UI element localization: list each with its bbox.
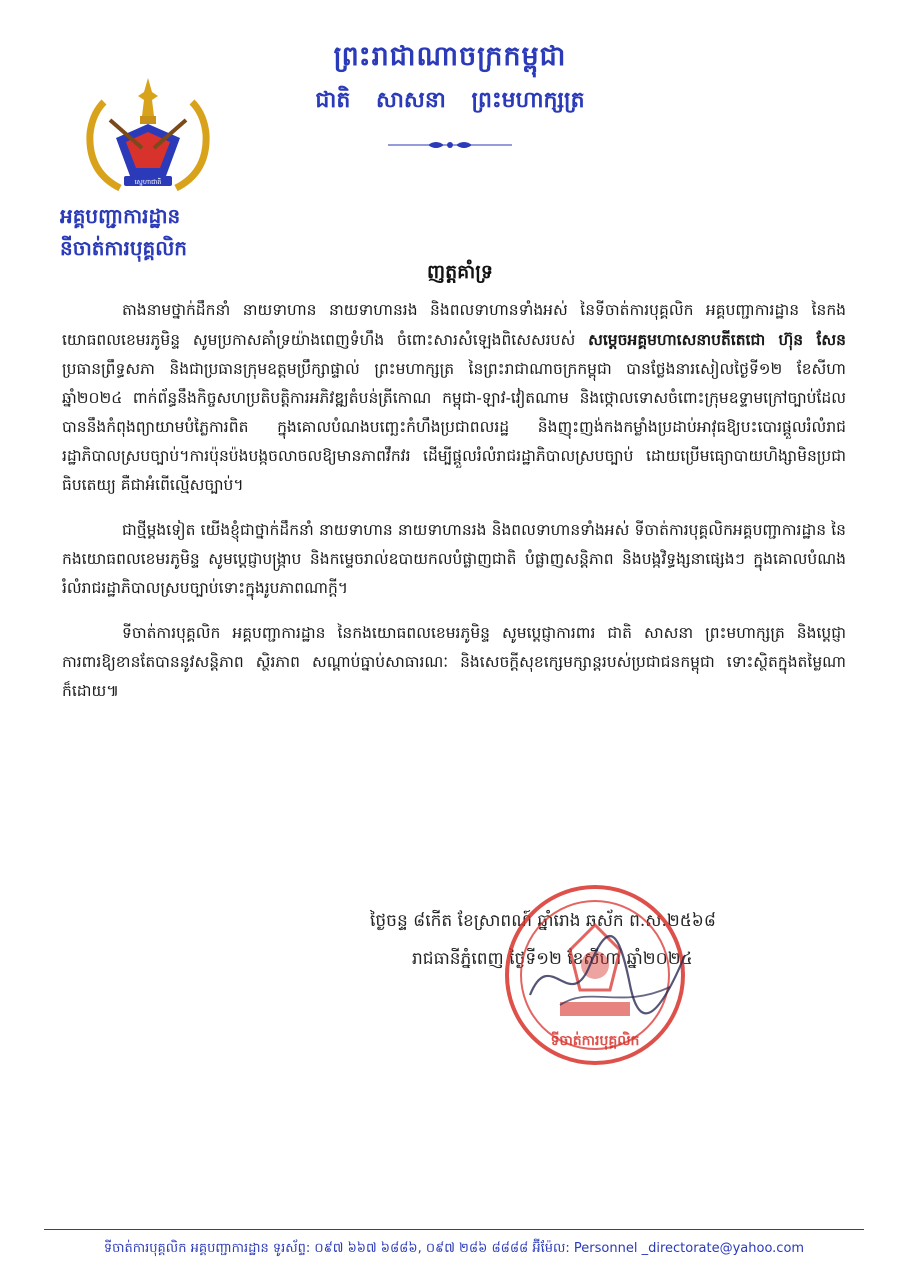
- dateline: [370, 902, 850, 978]
- unit-name: [60, 200, 260, 264]
- kingdom-heading: ព្រះរាជាណាចក្រកម្ពុជា: [333, 41, 567, 72]
- military-emblem-icon: [80, 76, 216, 200]
- date-lunar: ថ្ងៃចន្ទ ៨កើត ខែស្រាពណ៍ ឆ្នាំរោង ឆស័ក ព.ស.២៥៦៨: [370, 911, 716, 931]
- unit-name-line-2: នីចាត់ការបុគ្គលិក: [60, 236, 187, 260]
- date-solar: រាជធានីភ្នំពេញ ថ្ងៃទី១២ ខែសីហា ឆ្នាំ២០២៤: [412, 949, 693, 969]
- paragraph-1: [62, 296, 846, 500]
- footer-divider: [44, 1229, 864, 1230]
- document-title: ញត្តគាំទ្រ: [427, 261, 493, 283]
- paragraph-1-before: តាងនាមថ្នាក់ដឹកនាំ នាយទាហាន នាយទាហានរង និងពលទាហានទាំងអស់ នៃទីចាត់ការបុគ្គលិក អគ្គបញ្ជាការដ្ឋាន នៃកងយោធពលខេមរភូមិន្ទ សូមប្រកាសគាំទ្រយ៉ាងពេញទំហឹង ចំពោះសារសំឡេងពិសេសរបស់: [62, 301, 846, 349]
- unit-name-line-1: អគ្គបញ្ជាការដ្ឋាន: [60, 204, 181, 228]
- ornament-divider-icon: [388, 138, 512, 152]
- paragraph-1-bold: សម្តេចអគ្គមហាសេនាបតីតេជោ ហ៊ុន សែន: [588, 330, 846, 349]
- paragraph-2: ជាថ្មីម្តងទៀត យើងខ្ញុំជាថ្នាក់ដឹកនាំ នាយទាហាន នាយទាហានរង និងពលទាហានទាំងអស់ ទីចាត់ការបុគ្គលិកអគ្គបញ្ជាការដ្ឋាន នៃកងយោធពលខេមរភូមិន្ទ សូមប្តេជ្ញាបង្ក្រាប និងកម្ទេចរាល់ឧបាយកលបំផ្លាញជាតិ បំផ្លាញសន្តិភាព និងបង្កវិទ្ធង្សនាផ្សេងៗ ក្នុងគោលបំណងរំលំរាជរដ្ឋាភិបាលស្របច្បាប់ទោះក្នុងរូបភាពណាក្តី។: [62, 521, 846, 597]
- emblem-ribbon-text: ស្នេហាជាតិ: [134, 178, 162, 186]
- paragraph-3: ទីចាត់ការបុគ្គលិក អគ្គបញ្ជាការដ្ឋាន នៃកងយោធពលខេមរភូមិន្ទ សូមប្តេជ្ញាការពារ ជាតិ សាសនា ព្រះមហាក្សត្រ និងប្តេជ្ញាការពារឱ្យខានតែបាននូវសន្តិភាព ស្ថិរភាព សណ្តាប់ធ្នាប់សាធារណៈ និងសេចក្តីសុខក្សេមក្សាន្តរបស់ប្រជាជនកម្ពុជា ទោះស្ថិតក្នុងតម្លៃណាក៏ដោយ៕: [62, 624, 846, 700]
- stamp-text: ទីចាត់ការបុគ្គលិក: [550, 1033, 640, 1049]
- footer-contact: ទីចាត់ការបុគ្គលិក អគ្គបញ្ជាការដ្ឋាន ទូរស័ព្ទ: ០៩៧ ៦៦៧ ៦៨៨៦, ០៩៧ ២៨៦ ៨៨៨៨ អ៊ីម៉ែល: Personnel _directorate@yahoo.com: [103, 1241, 805, 1256]
- paragraph-1-after: ប្រធានព្រឹទ្ធសភា និងជាប្រធានក្រុមឧត្តមប្រឹក្សាផ្ទាល់ ព្រះមហាក្សត្រ នៃព្រះរាជាណាចក្រកម្ពុជា បានថ្លែងនារសៀលថ្ងៃទី១២ ខែសីហា ឆ្នាំ២០២៤ ពាក់ព័ន្ធនឹងកិច្ចសហប្រតិបត្តិការអភិវឌ្ឍតំបន់ត្រីកោណ កម្ពុជា-ឡាវ-វៀតណាម និងថ្កោលទោសចំពោះក្រុមឧទ្ទាមក្រៅច្បាប់ដែលបាននឹងកំពុងព្យាយាមបំភ្លៃការពិត ក្នុងគោលបំណងបញ្ឆេះកំហឹងប្រជាពលរដ្ឋ និងញុះញង់កងកម្លាំងប្រដាប់អាវុធឱ្យបះបោរផ្តួលរំលំរាជរដ្ឋាភិបាលស្របច្បាប់។ការប៉ុនប៉ងបង្កចលាចលឱ្យមានភាពវឹកវរ ដើម្បីផ្តួលរំលំរាជរដ្ឋាភិបាលស្របច្បាប់ ដោយប្រើមធ្យោបាយហិង្សាមិនប្រជាធិបតេយ្យ គឺជាអំពើល្មើសច្បាប់។: [62, 360, 846, 494]
- national-motto: ជាតិ សាសនា ព្រះមហាក្សត្រ: [315, 87, 585, 113]
- document-body: [62, 296, 846, 722]
